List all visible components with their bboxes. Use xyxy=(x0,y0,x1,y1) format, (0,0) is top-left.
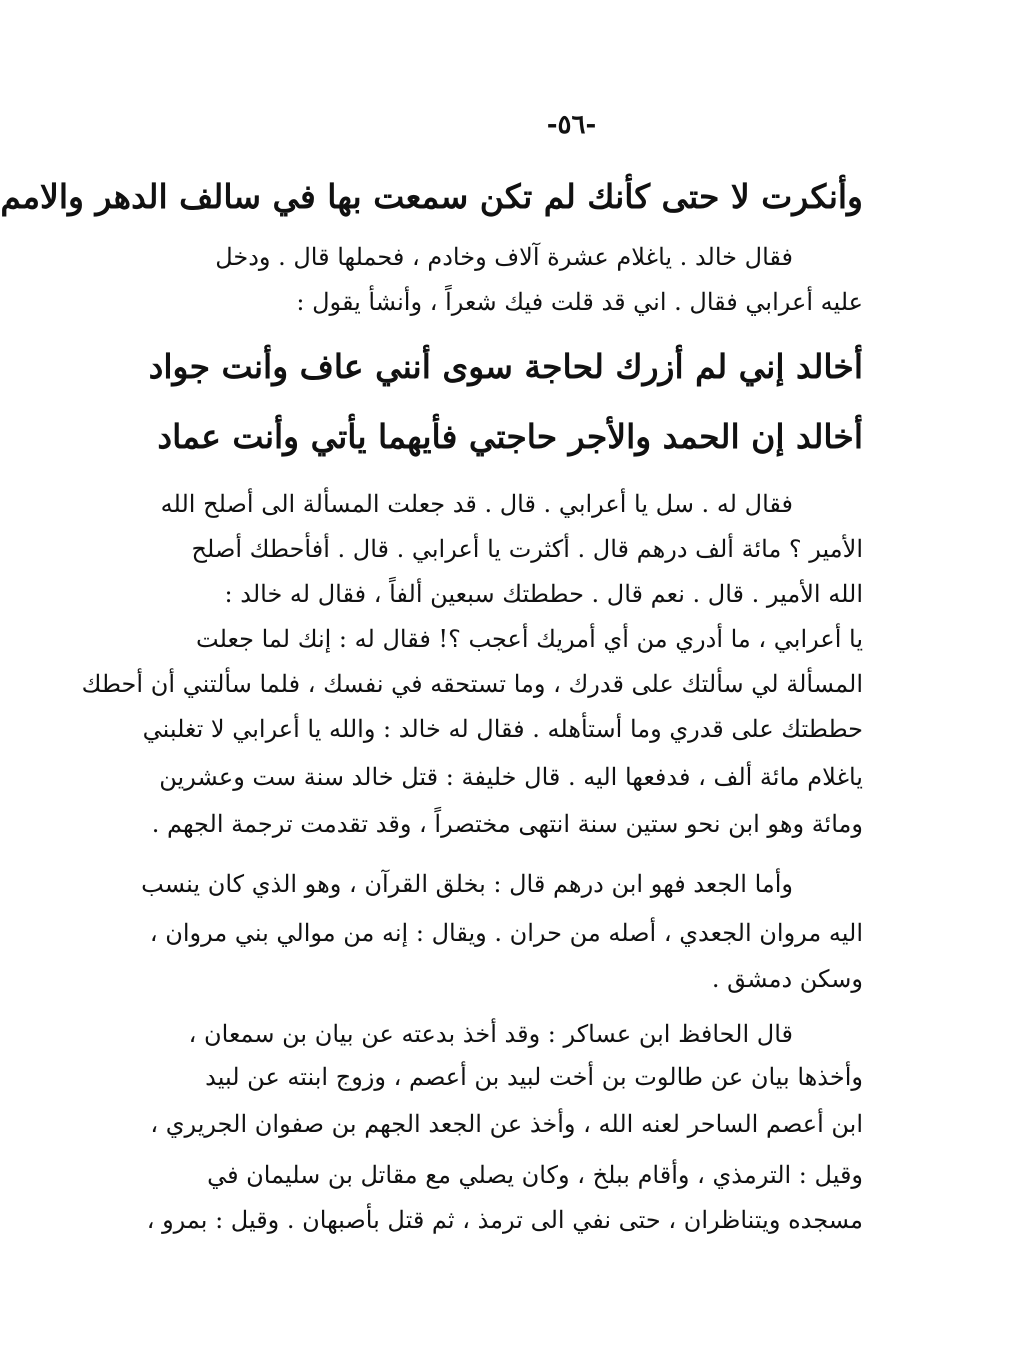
paragraph-line: مسجده ويتناظران ، حتى نفي الى ترمذ ، ثم قتل بأصبهان . وقيل : بمرو ، xyxy=(146,1206,863,1234)
paragraph-line: حططتك على قدري وما أستأهله . فقال له خالد : والله يا أعرابي لا تغلبني xyxy=(142,715,863,743)
paragraph-line: ومائة وهو ابن نحو ستين سنة انتهى مختصراً ، وقد تقدمت ترجمة الجهم . xyxy=(151,810,863,838)
paragraph-line: المسألة لي سألتك على قدرك ، وما تستحقه في نفسك ، فلما سألتني أن أحطك xyxy=(81,670,863,698)
verse-line: أخالد إني لم أزرك لحاجة سوى أنني عاف وأنت جواد xyxy=(148,347,863,386)
paragraph-line: الأمير ؟ مائة ألف درهم قال . أكثرت يا أعرابي . قال . أفأحطك أصلح xyxy=(191,535,863,563)
paragraph-line: وأخذها بيان عن طالوت بن أخت لبيد بن أعصم ، وزوج ابنته عن لبيد xyxy=(205,1063,863,1091)
verse-line: وأنكرت لا حتى كأنك لم تكن سمعت بها في سالف الدهر والامم xyxy=(0,177,863,216)
paragraph-line: الله الأمير . قال . نعم قال . حططتك سبعين ألفاً ، فقال له خالد : xyxy=(224,580,863,608)
paragraph-line: فقال له . سل يا أعرابي . قال . قد جعلت المسألة الى أصلح الله xyxy=(160,490,793,518)
paragraph-line: عليه أعرابي فقال . اني قد قلت فيك شعراً ، وأنشأ يقول : xyxy=(296,288,863,316)
paragraph-line: قال الحافظ ابن عساكر : وقد أخذ بدعته عن بيان بن سمعان ، xyxy=(188,1020,793,1048)
paragraph-line: وسكن دمشق . xyxy=(711,965,863,993)
paragraph-line: اليه مروان الجعدي ، أصله من حران . ويقال : إنه من موالي بني مروان ، xyxy=(149,919,863,947)
paragraph-line: وقيل : الترمذي ، وأقام ببلخ ، وكان يصلي مع مقاتل بن سليمان في xyxy=(207,1161,863,1189)
paragraph-line: وأما الجعد فهو ابن درهم قال : بخلق القرآن ، وهو الذي كان ينسب xyxy=(141,870,793,898)
paragraph-line: ياغلام مائة ألف ، فدفعها اليه . قال خليفة : قتل خالد سنة ست وعشرين xyxy=(159,763,863,791)
paragraph-line: يا أعرابي ، ما أدري من أي أمريك أعجب ؟! فقال له : إنك لما جعلت xyxy=(196,625,863,653)
verse-line: أخالد إن الحمد والأجر حاجتي فأيهما يأتي وأنت عماد xyxy=(157,417,863,456)
paragraph-line: ابن أعصم الساحر لعنه الله ، وأخذ عن الجعد الجهم بن صفوان الجريري ، xyxy=(150,1110,863,1138)
paragraph-line: فقال خالد . ياغلام عشرة آلاف وخادم ، فحملها قال . ودخل xyxy=(215,243,793,271)
page-number: -٥٦- xyxy=(546,110,597,140)
